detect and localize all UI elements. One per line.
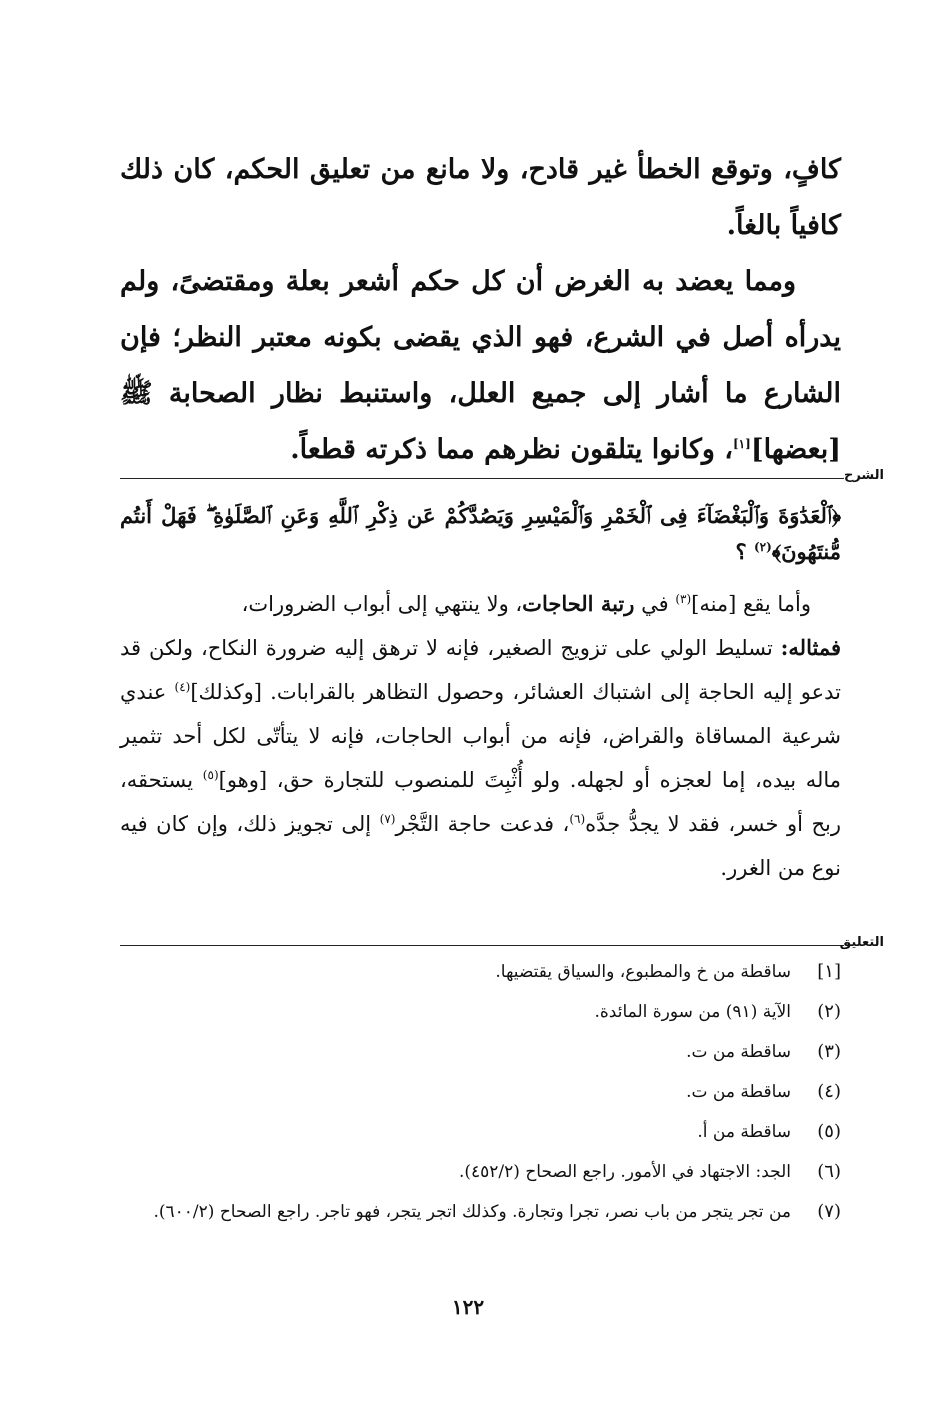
footnote-text: ساقطة من ت. [686, 1042, 791, 1062]
footnote-text: ساقطة من أ. [697, 1122, 791, 1142]
footnote [120, 1158, 841, 1186]
footnote [120, 1038, 841, 1066]
main-paragraph-2-a: ومما يعضد به الغرض أن كل حكم أشعر بعلة ومقتضىً، ولم يدرأه أصل في الشرع، فهو الذي يقضى بكونه معتبر النظر؛ فإن الشارع ما أشار إلى جميع العلل، واستنبط نظار الصحابة ﷺ [120, 266, 841, 409]
commentary-paragraph-2 [120, 626, 841, 890]
sharh-rule [120, 478, 844, 479]
commentary-bold-hajat: رتبة الحاجات [522, 591, 635, 616]
footnote [120, 998, 841, 1026]
commentary-text-a2: في [634, 592, 676, 616]
footnote-number: (٦) [817, 1161, 841, 1182]
taaliq-divider [120, 935, 884, 955]
footnote-number: (٣) [817, 1041, 841, 1062]
page-number: ١٢٢ [451, 1295, 485, 1319]
footnote [120, 1078, 841, 1106]
commentary-text-b2: عندي شرعية المساقاة والقراض، فإنه من أبواب الحاجات، فإنه لا يتأتّى لكل أحد تثمير ماله بيده، إما لعجزه أو لجهله. ولو أُثْبِتَ للمنصوب للتجارة حق، [وهو] [120, 680, 841, 792]
verse-ref: (٢) [753, 540, 772, 554]
footnote-text: ساقطة من ت. [686, 1082, 791, 1102]
commentary-text-b1: تسليط الولي على تزويج الصغير، فإنه لا ترهق إليه ضرورة النكاح، ولكن قد تدعو إليه الحاجة إلى اشتباك العشائر، وحصول التظاهر بالقرابات. [وكذلك] [120, 636, 841, 704]
commentary-text-a3: ، ولا ينتهي إلى أبواب الضرورات، [241, 592, 523, 616]
footnote-number: (٤) [817, 1081, 841, 1102]
ref-3: (٣) [675, 592, 692, 606]
footnote-number: (٧) [817, 1201, 841, 1222]
main-bracket-word: [بعضها] [750, 434, 841, 465]
footnote-number: [١] [817, 961, 841, 982]
commentary-section [120, 498, 841, 890]
footnote [120, 1118, 841, 1146]
verse-end: ؟ [735, 539, 747, 564]
taaliq-rule [120, 945, 844, 946]
commentary-text-b4: ، فدعت حاجة التَّجْر [395, 812, 570, 836]
main-paragraph-2-b: ، وكانوا يتلقون نظرهم مما ذكرته قطعاً. [290, 434, 733, 465]
ref-5: (٥) [202, 768, 219, 782]
footnote-text: الجد: الاجتهاد في الأمور. راجع الصحاح (٤٥٢/٢). [458, 1162, 791, 1182]
sharh-label: الشرح [843, 468, 884, 483]
ref-7: (٧) [379, 812, 396, 826]
taaliq-label: التعليق [839, 935, 884, 950]
footnotes [120, 958, 841, 1238]
footnote [120, 1198, 841, 1226]
footnote-text: من تجر يتجر من باب نصر، تجرا وتجارة. وكذلك اتجر يتجر، فهو تاجر. راجع الصحاح (٦٠٠/٢). [153, 1202, 791, 1222]
commentary-text-b5: إلى تجويز ذلك، وإن كان فيه نوع من الغرر. [120, 812, 841, 880]
main-ref-1: [١] [732, 437, 751, 451]
quran-verse [120, 498, 841, 570]
footnote-text: الآية (٩١) من سورة المائدة. [594, 1002, 791, 1022]
footnote-number: (٥) [817, 1121, 841, 1142]
commentary-text-a1: وأما يقع [منه] [691, 592, 811, 616]
ref-6: (٦) [569, 812, 586, 826]
footnote-text: ساقطة من خ والمطبوع، والسياق يقتضيها. [495, 962, 791, 982]
commentary-text-b3: يستحقه، ربح أو خسر، فقد لا يجدُّ جدَّه [120, 768, 841, 836]
main-text [120, 142, 841, 478]
ref-4: (٤) [174, 680, 191, 694]
main-paragraph-2 [120, 254, 841, 478]
footnote [120, 958, 841, 986]
sharh-divider [120, 468, 884, 488]
commentary-paragraph-1 [120, 582, 841, 626]
main-paragraph-1: كافٍ، وتوقع الخطأ غير قادح، ولا مانع من تعليق الحكم، كان ذلك كافياً بالغاً. [120, 154, 841, 241]
quran-verse-text: ﴿ٱلْعَدَٰوَةَ وَٱلْبَغْضَآءَ فِى ٱلْخَمْرِ وَٱلْمَيْسِرِ وَيَصُدَّكُمْ عَن ذِكْرِ ٱللَّهِ وَعَنِ ٱلصَّلَوٰةِ ۖ فَهَلْ أَنتُم مُّنتَهُونَ﴾ [120, 503, 841, 564]
commentary-bold-mithaluh: فمثاله: [780, 635, 841, 660]
footnote-number: (٢) [817, 1001, 841, 1022]
